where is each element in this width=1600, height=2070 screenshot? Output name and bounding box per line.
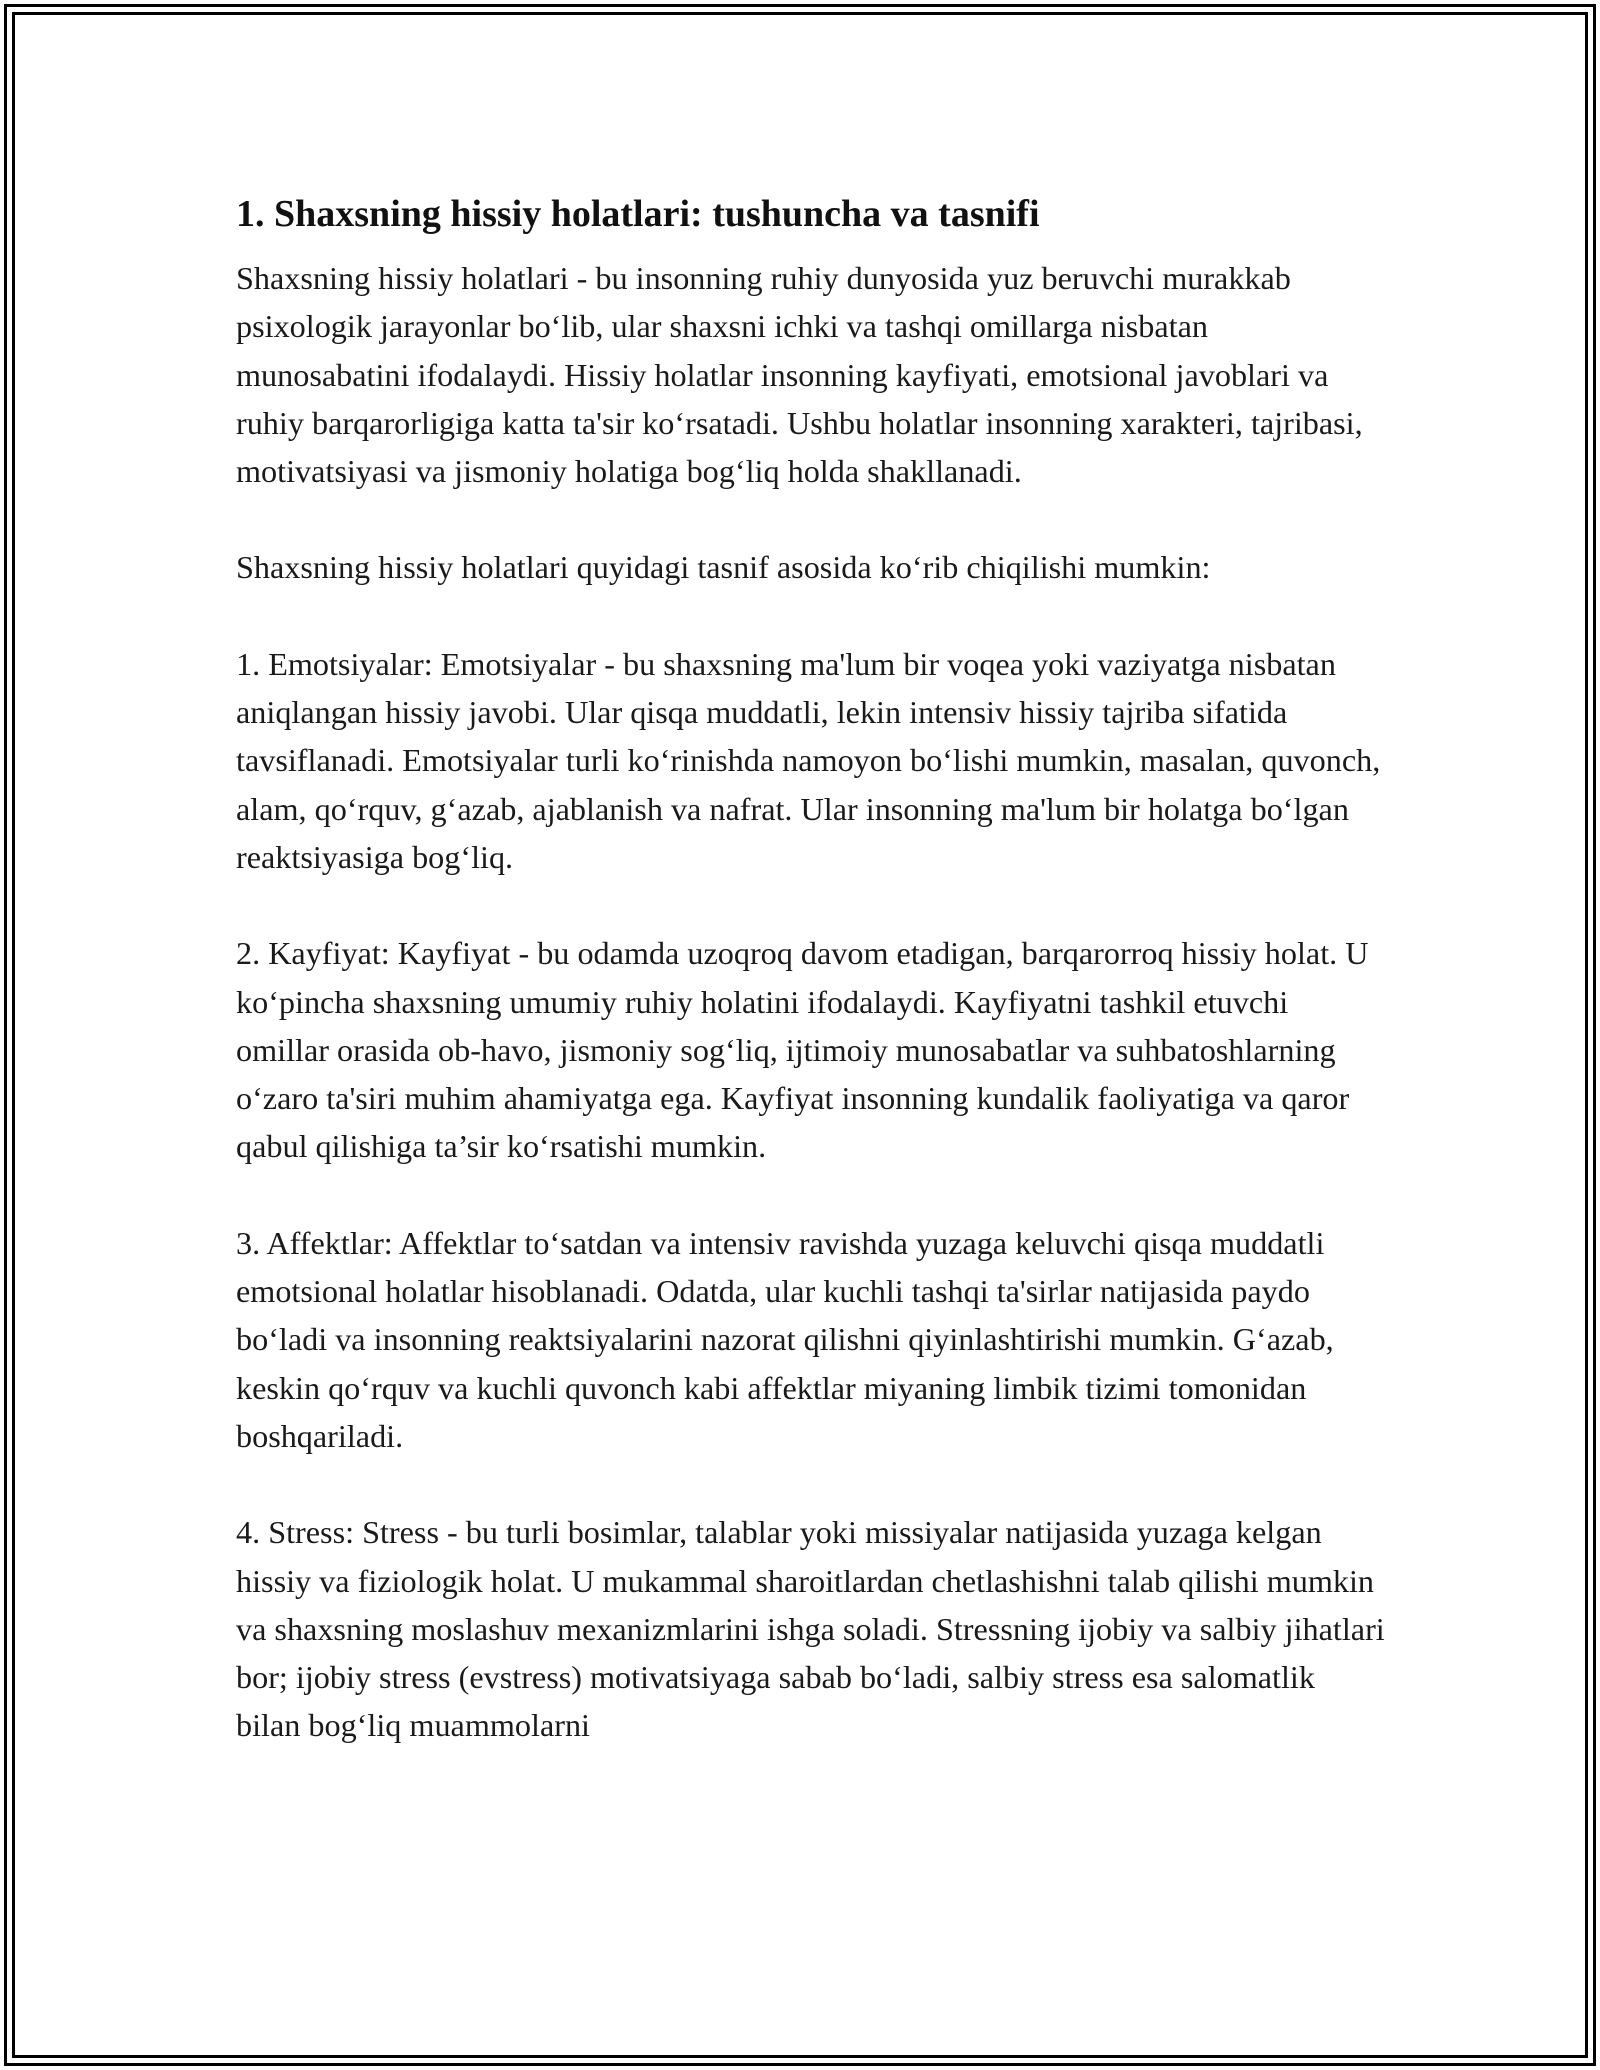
- paragraph-classification-lead: Shaxsning hissiy holatlari quyidagi tasnif asosida ko‘rib chiqilishi mumkin:: [236, 549, 1211, 586]
- section-heading: 1. Shaxsning hissiy holatlari: tushuncha va tasnifi: [236, 193, 1040, 235]
- paragraph-stress: 4. Stress: Stress - bu turli bosimlar, talablar yoki missiyalar natijasida yuzaga kelgan hissiy va fiziologik holat. U mukammal sharoitlardan chetlashishni talab qilishi mumkin va shaxsning moslashuv mexanizmlarini ishga soladi. Stressning ijobiy va salbiy jihatlari bor; ijobiy stress (evstress) motivatsiyaga sabab bo‘ladi, salbiy stress esa salomatlik bilan bog‘liq muammolarni: [236, 1514, 1385, 1744]
- paragraph-intro: Shaxsning hissiy holatlari - bu insonning ruhiy dunyosida yuz beruvchi murakkab psixologik jarayonlar bo‘lib, ular shaxsni ichki va tashqi omillarga nisbatan munosabatini ifodalaydi. Hissiy holatlar insonning kayfiyati, emotsional javoblari va ruhiy barqarorligiga katta ta'sir ko‘rsatadi. Ushbu holatlar insonning xarakteri, tajribasi, motivatsiyasi va jismoniy holatiga bog‘liq holda shakllanadi.: [236, 260, 1363, 490]
- paragraph-affektlar: 3. Affektlar: Affektlar to‘satdan va intensiv ravishda yuzaga keluvchi qisqa muddatli emotsional holatlar hisoblanadi. Odatda, ular kuchli tashqi ta'sirlar natijasida paydo bo‘ladi va insonning reaktsiyalarini nazorat qilishni qiyinlashtirishi mumkin. G‘azab, keskin qo‘rquv va kuchli quvonch kabi affektlar miyaning limbik tizimi tomonidan boshqariladi.: [236, 1224, 1334, 1454]
- paragraph-kayfiyat: 2. Kayfiyat: Kayfiyat - bu odamda uzoqroq davom etadigan, barqarorroq hissiy holat. U ko‘pincha shaxsning umumiy ruhiy holatini ifodalaydi. Kayfiyatni tashkil etuvchi omillar orasida ob-havo, jismoniy sog‘liq, ijtimoiy munosabatlar va suhbatoshlarning o‘zaro ta'siri muhim ahamiyatga ega. Kayfiyat insonning kundalik faoliyatiga va qaror qabul qilishiga ta’sir ko‘rsatishi mumkin.: [236, 935, 1369, 1165]
- document-body: [236, 186, 1386, 1750]
- paragraph-emotsiyalar: 1. Emotsiyalar: Emotsiyalar - bu shaxsning ma'lum bir voqea yoki vaziyatga nisbatan aniqlangan hissiy javobi. Ular qisqa muddatli, lekin intensiv hissiy tajriba sifatida tavsiflanadi. Emotsiyalar turli ko‘rinishda namoyon bo‘lishi mumkin, masalan, quvonch, alam, qo‘rquv, g‘azab, ajablanish va nafrat. Ular insonning ma'lum bir holatga bo‘lgan reaktsiyasiga bog‘liq.: [236, 645, 1381, 875]
